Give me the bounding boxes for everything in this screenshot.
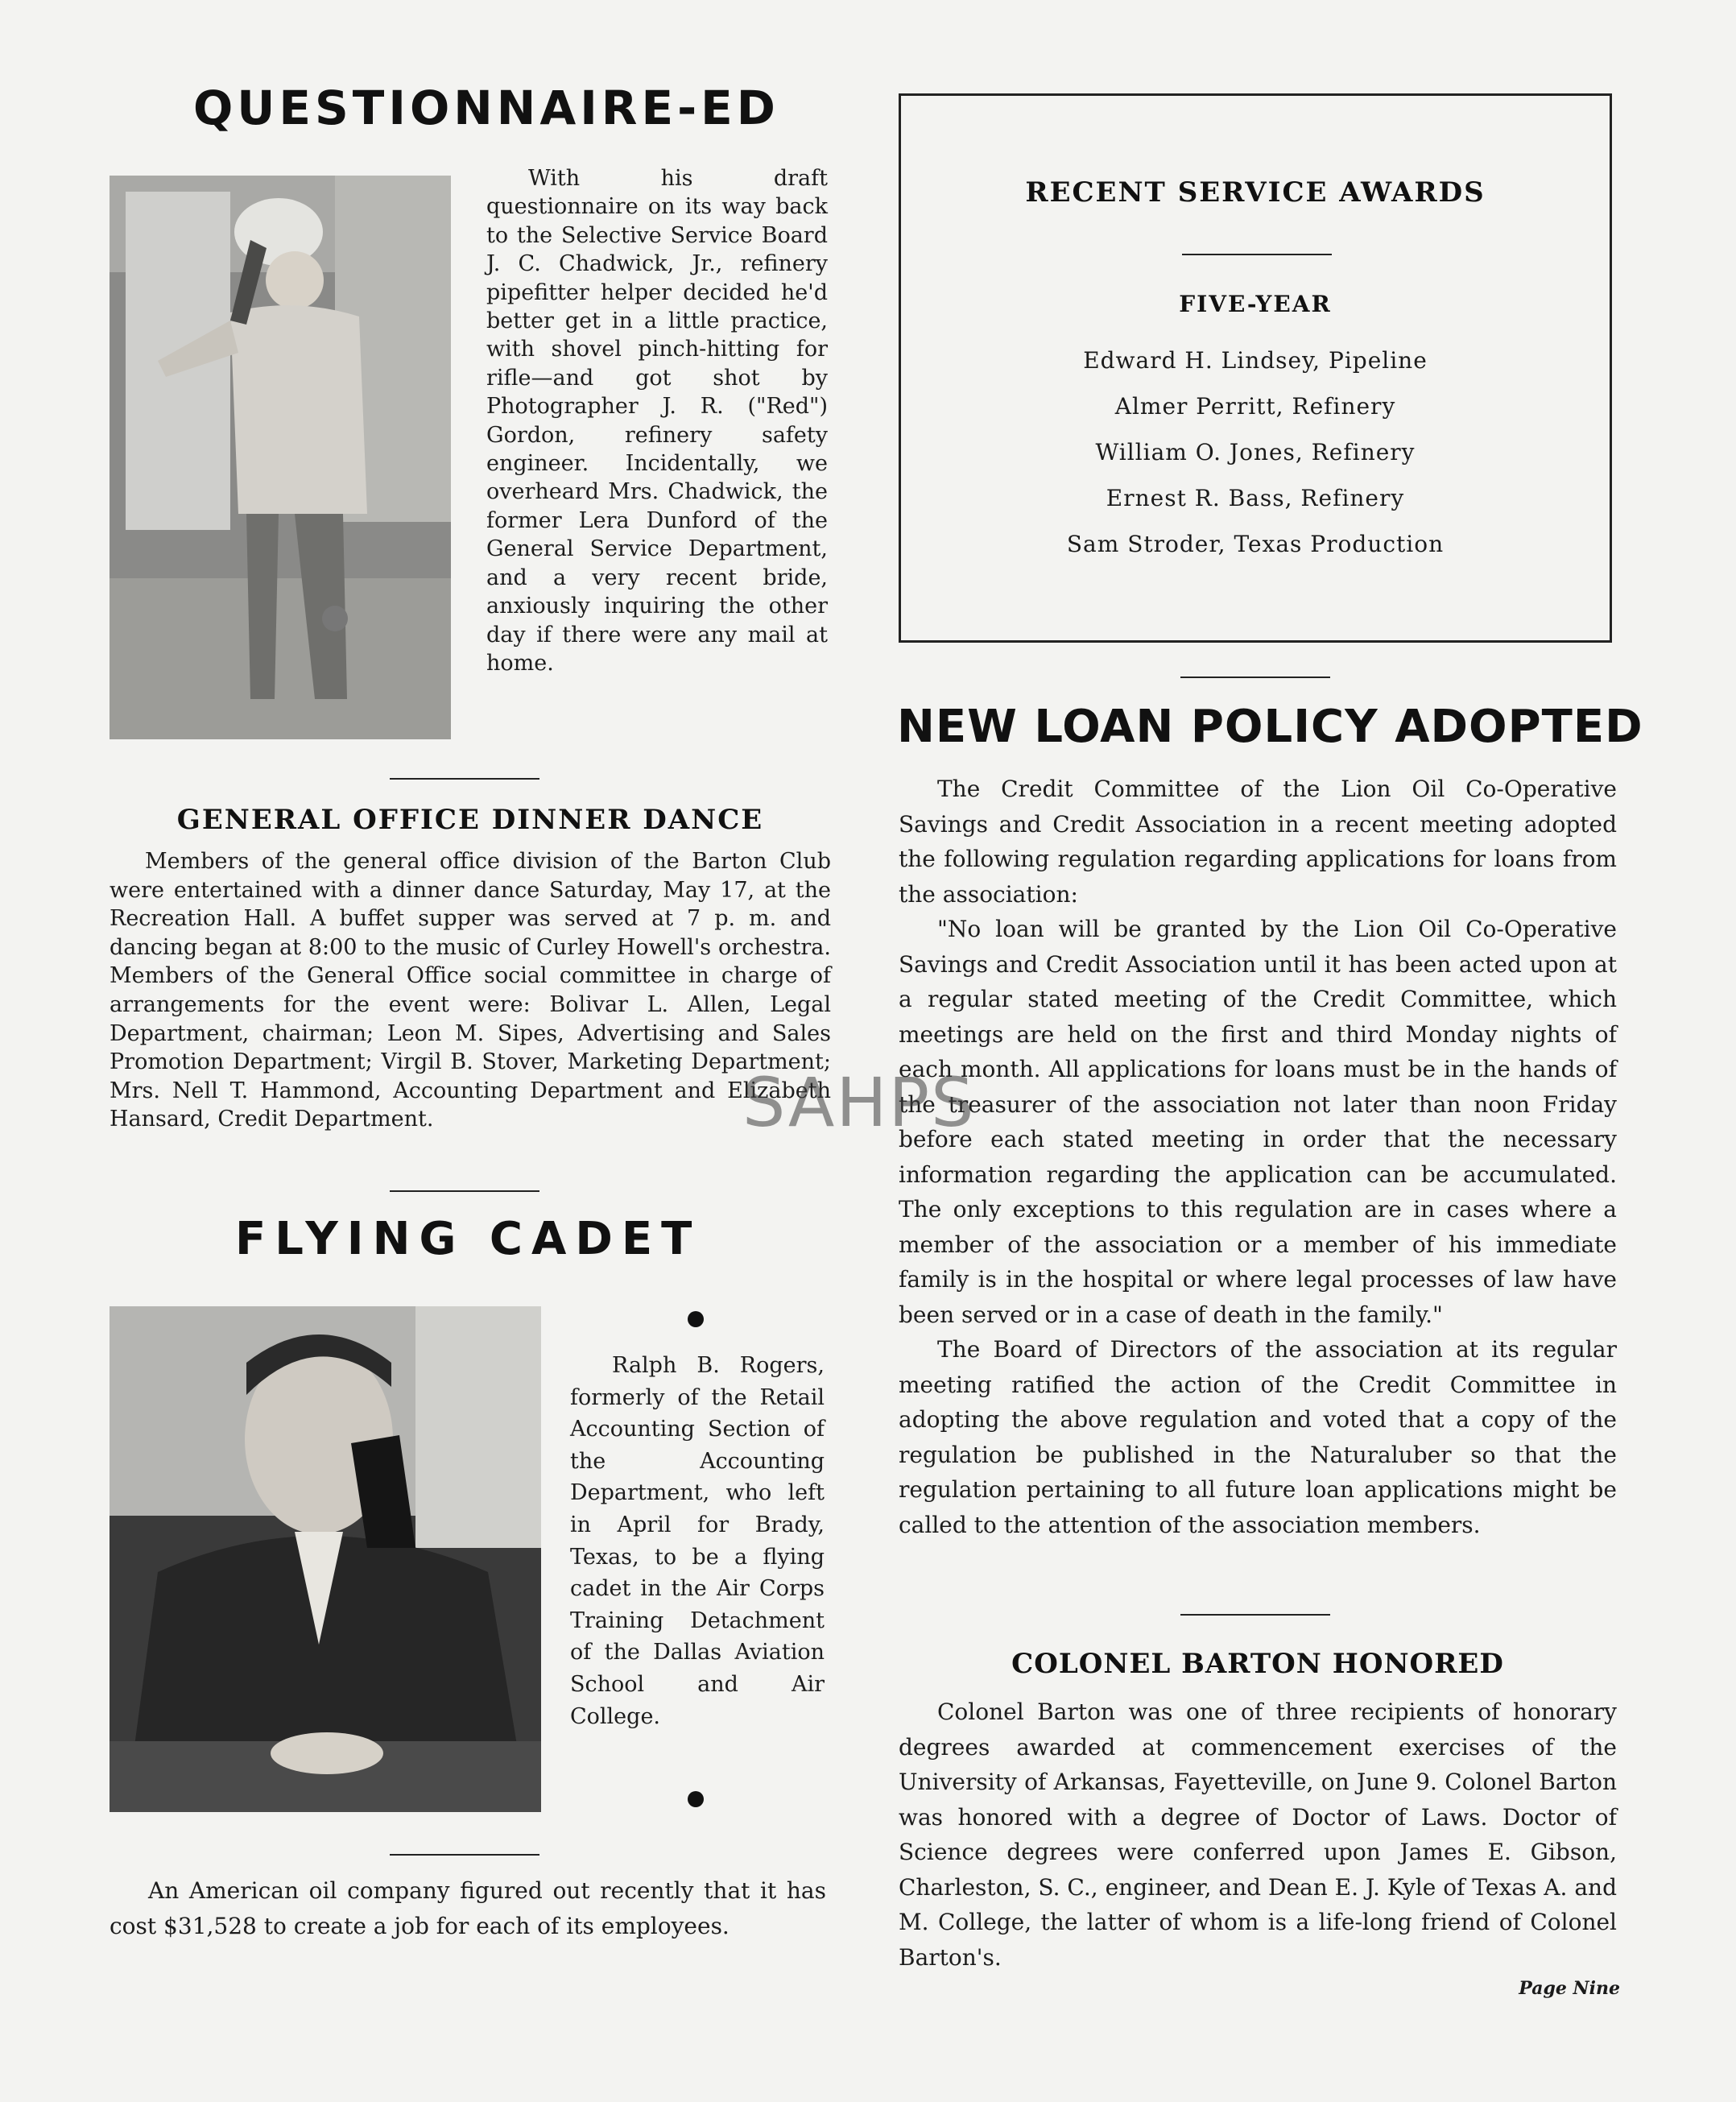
oil-company-note [110,1873,826,1943]
flying-cadet-headline: FLYING CADET [235,1213,701,1265]
questionnaire-article [486,164,828,677]
dinner-dance-headline: GENERAL OFFICE DINNER DANCE [176,804,764,836]
award-recipient: Almer Perritt, Refinery [1114,393,1396,420]
decorative-bullet [688,1791,704,1807]
award-recipient: William O. Jones, Refinery [1095,439,1416,466]
watermark: SAHPS [742,1063,976,1142]
chadwick-photo-illustration [110,176,451,739]
loan-paragraph: "No loan will be granted by the Lion Oil Co-Operative Savings and Credit Association until it has been acted upon at a regular stated meeting of the Credit Committee, which meetings are held on the first and third Monday nights of each month. All applications for loans must be in the hands of the treasurer of the association not later than noon Friday before each stated meeting in order that the necessary information regarding the application can be accumulated. The only exceptions to this regulation are in cases where a member of the association or a member of his immediate family is in the hospital or where legal processes of law have been served or in a case of death in the family." [899,916,1617,1328]
colonel-barton-headline: COLONEL BARTON HONORED [1011,1648,1504,1680]
award-recipients-list [901,337,1610,567]
flying-cadet-paragraph: Ralph B. Rogers, formerly of the Retail Accounting Section of the Accounting Department, who left in April for Brady, Texas, to be a flying cadet in the Air Corps Training Detachment of the Dallas Aviation School and Air College. [570,1353,825,1729]
colonel-barton-article [899,1694,1617,1975]
page-number: Page Nine [1519,1978,1620,1999]
loan-policy-article [899,772,1617,1542]
award-recipient: Edward H. Lindsey, Pipeline [1083,347,1428,374]
chadwick-photo [110,176,451,739]
rogers-photo [110,1306,541,1812]
loan-policy-headline: NEW LOAN POLICY ADOPTED [897,701,1643,753]
loan-paragraph: The Board of Directors of the association at its regular meeting ratified the action of the Credit Committee in adopting the above regulation and voted that a copy of the regulation be published in the Naturaluber so that the regulation pertaining to all future loan applications might be called to the attention of the association members. [899,1336,1617,1538]
loan-paragraph: The Credit Committee of the Lion Oil Co-Operative Savings and Credit Association in a recent meeting adopted the following regulation regarding applications for loans from the association: [899,776,1617,908]
five-year-heading: FIVE-YEAR [1179,291,1332,317]
section-divider [390,778,539,780]
oil-company-note-paragraph: An American oil company figured out recently that it has cost $31,528 to create a job for each of its employees. [110,1877,826,1939]
section-divider [390,1854,539,1856]
flying-cadet-article [570,1350,825,1732]
award-recipient: Ernest R. Bass, Refinery [1106,485,1405,511]
dinner-dance-article [110,847,831,1134]
service-awards-heading: RECENT SERVICE AWARDS [1025,176,1486,209]
rogers-photo-illustration [110,1306,541,1812]
questionnaire-headline: QUESTIONNAIRE-ED [193,81,779,135]
colonel-barton-paragraph: Colonel Barton was one of three recipients of honorary degrees awarded at commencement exercises of the University of Arkansas, Fayetteville, on June 9. Colonel Barton was honored with a degree of Doctor of Laws. Doctor of Science degrees were conferred upon James E. Gibson, Charleston, S. C., engineer, and Dean E. J. Kyle of Texas A. and M. College, the latter of whom is a life-long friend of Colonel Barton's. [899,1699,1617,1971]
section-divider [1182,254,1332,255]
section-divider [1180,1614,1330,1616]
section-divider [1180,677,1330,678]
questionnaire-paragraph: With his draft questionnaire on its way back to the Selective Service Board J. C. Chadwick, Jr., refinery pipefitter helper decided he'd better get in a little practice, with shovel pinch-hitting for rifle—and got shot by Photographer J. R. ("Red") Gordon, refinery safety engineer. Incidentally, we overheard Mrs. Chadwick, the former Lera Dunford of the General Service Department, and a very recent bride, anxiously inquiring the other day if there were any mail at home. [486,166,828,676]
section-divider [390,1190,539,1192]
award-recipient: Sam Stroder, Texas Production [1066,531,1445,557]
service-awards-box [899,93,1612,643]
decorative-bullet [688,1311,704,1327]
dinner-dance-paragraph: Members of the general office division of the Barton Club were entertained with a dinner dance Saturday, May 17, at the Recreation Hall. A buffet supper was served at 7 p. m. and dancing began at 8:00 to the music of Curley Howell's orchestra. Members of the General Office social committee in charge of arrangements for the event were: Bolivar L. Allen, Legal Department, chairman; Leon M. Sipes, Advertising and Sales Promotion Department; Virgil B. Stover, Marketing Department; Mrs. Nell T. Hammond, Accounting Department and Elizabeth Hansard, Credit Department. [110,849,831,1132]
